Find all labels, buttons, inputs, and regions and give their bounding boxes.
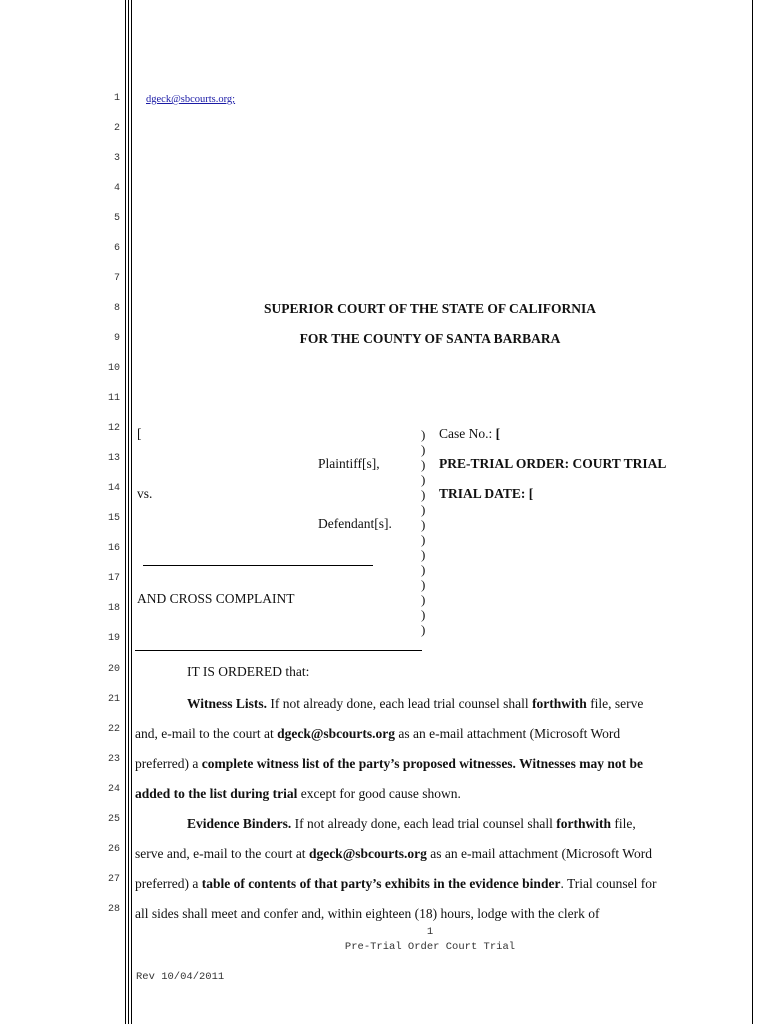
contact-email-link[interactable]: dgeck@sbcourts.org; — [146, 94, 236, 105]
page-number: 1 — [426, 926, 434, 938]
court-email: dgeck@sbcourts.org — [308, 846, 427, 861]
caption-paren: ) — [421, 607, 426, 622]
evidence-binders-para-line-1 — [187, 816, 636, 832]
left-margin-rule-3 — [131, 0, 132, 1024]
line-number: 14 — [107, 483, 120, 494]
line-number: 6 — [113, 243, 120, 254]
line-number: 18 — [107, 603, 120, 614]
line-number: 27 — [107, 874, 120, 885]
line-number: 5 — [113, 213, 120, 224]
line-number: 22 — [107, 724, 120, 735]
party-name-placeholder: [ — [137, 426, 142, 441]
witness-lists-para-line-4 — [135, 786, 461, 802]
caption-paren: ) — [421, 517, 426, 532]
text-run-bold: complete witness list of the party’s proposed witnesses. Witnesses may not be — [201, 756, 643, 771]
text-run-bold: added to the list during trial — [135, 786, 298, 801]
witness-lists-para-line-2 — [135, 726, 620, 742]
caption-paren: ) — [421, 472, 426, 487]
text-run: file, — [611, 816, 636, 831]
line-number: 3 — [113, 153, 120, 164]
cross-complaint-label: AND CROSS COMPLAINT — [137, 591, 295, 606]
line-number: 2 — [113, 123, 120, 134]
caption-paren: ) — [421, 442, 426, 457]
text-run-bold: table of contents of that party’s exhibits in the evidence binder — [201, 876, 561, 891]
case-number-label: Case No.: — [439, 426, 496, 441]
text-run: preferred) a — [135, 756, 202, 771]
footer-doc-title: Pre-Trial Order Court Trial — [344, 941, 516, 953]
witness-lists-para-line-1 — [187, 696, 643, 712]
trial-date: TRIAL DATE: [ — [439, 486, 534, 501]
text-run: serve and, e-mail to the court at — [135, 846, 309, 861]
text-run: and, e-mail to the court at — [135, 726, 278, 741]
text-run: except for good cause shown. — [297, 786, 461, 801]
court-title-line-2: FOR THE COUNTY OF SANTA BARBARA — [299, 331, 561, 346]
line-number: 23 — [107, 754, 120, 765]
left-margin-rule-1 — [125, 0, 126, 1024]
line-number: 9 — [113, 333, 120, 344]
line-number: 13 — [107, 453, 120, 464]
caption-paren: ) — [421, 547, 426, 562]
text-run: . Trial counsel for — [560, 876, 657, 891]
evidence-binders-para-line-3 — [135, 876, 656, 892]
revision-date: Rev 10/04/2011 — [136, 971, 225, 983]
line-number: 8 — [113, 303, 120, 314]
evidence-binders-para-line-4: all sides shall meet and confer and, within eighteen (18) hours, lodge with the clerk of — [135, 906, 600, 921]
line-number: 4 — [113, 183, 120, 194]
line-number: 25 — [107, 814, 120, 825]
line-number: 20 — [107, 664, 120, 675]
evidence-binders-heading: Evidence Binders. — [187, 816, 292, 831]
caption-paren: ) — [421, 502, 426, 517]
text-run: file, serve — [586, 696, 644, 711]
caption-paren: ) — [421, 427, 426, 442]
ordered-line: IT IS ORDERED that: — [187, 664, 310, 679]
left-margin-rule-2 — [128, 0, 129, 1024]
text-run: If not already done, each lead trial counsel shall — [267, 696, 533, 711]
witness-lists-para-line-3 — [135, 756, 643, 772]
caption-paren: ) — [421, 487, 426, 502]
witness-lists-heading: Witness Lists. — [187, 696, 268, 711]
line-number: 7 — [113, 273, 120, 284]
line-number: 28 — [107, 904, 120, 915]
caption-paren: ) — [421, 592, 426, 607]
signature-underline — [143, 565, 373, 566]
text-run-bold: forthwith — [532, 696, 587, 711]
text-run: as an e-mail attachment (Microsoft Word — [395, 726, 621, 741]
case-number — [439, 426, 500, 442]
caption-paren: ) — [421, 562, 426, 577]
vs-label: vs. — [137, 486, 153, 501]
line-number: 16 — [107, 543, 120, 554]
court-title-line-1: SUPERIOR COURT OF THE STATE OF CALIFORNIA — [263, 301, 597, 316]
line-number: 10 — [107, 363, 120, 374]
text-run: If not already done, each lead trial counsel shall — [291, 816, 557, 831]
evidence-binders-para-line-2 — [135, 846, 652, 862]
caption-paren: ) — [421, 622, 426, 637]
case-number-value: [ — [495, 426, 501, 441]
line-number: 19 — [107, 633, 120, 644]
plaintiff-label: Plaintiff[s], — [318, 456, 380, 471]
line-number: 15 — [107, 513, 120, 524]
line-number: 11 — [107, 393, 120, 404]
court-email: dgeck@sbcourts.org — [277, 726, 396, 741]
text-run: as an e-mail attachment (Microsoft Word — [426, 846, 652, 861]
caption-bottom-rule — [135, 650, 422, 651]
caption-paren: ) — [421, 457, 426, 472]
line-number: 26 — [107, 844, 120, 855]
line-number: 24 — [107, 784, 120, 795]
line-number: 17 — [107, 573, 120, 584]
line-number: 12 — [107, 423, 120, 434]
order-title: PRE-TRIAL ORDER: COURT TRIAL — [439, 456, 667, 471]
defendant-label: Defendant[s]. — [318, 516, 392, 531]
line-number: 1 — [113, 93, 120, 104]
text-run-bold: forthwith — [556, 816, 612, 831]
right-margin-rule — [752, 0, 753, 1024]
caption-paren: ) — [421, 577, 426, 592]
line-number: 21 — [107, 694, 120, 705]
caption-paren: ) — [421, 532, 426, 547]
text-run: preferred) a — [135, 876, 202, 891]
